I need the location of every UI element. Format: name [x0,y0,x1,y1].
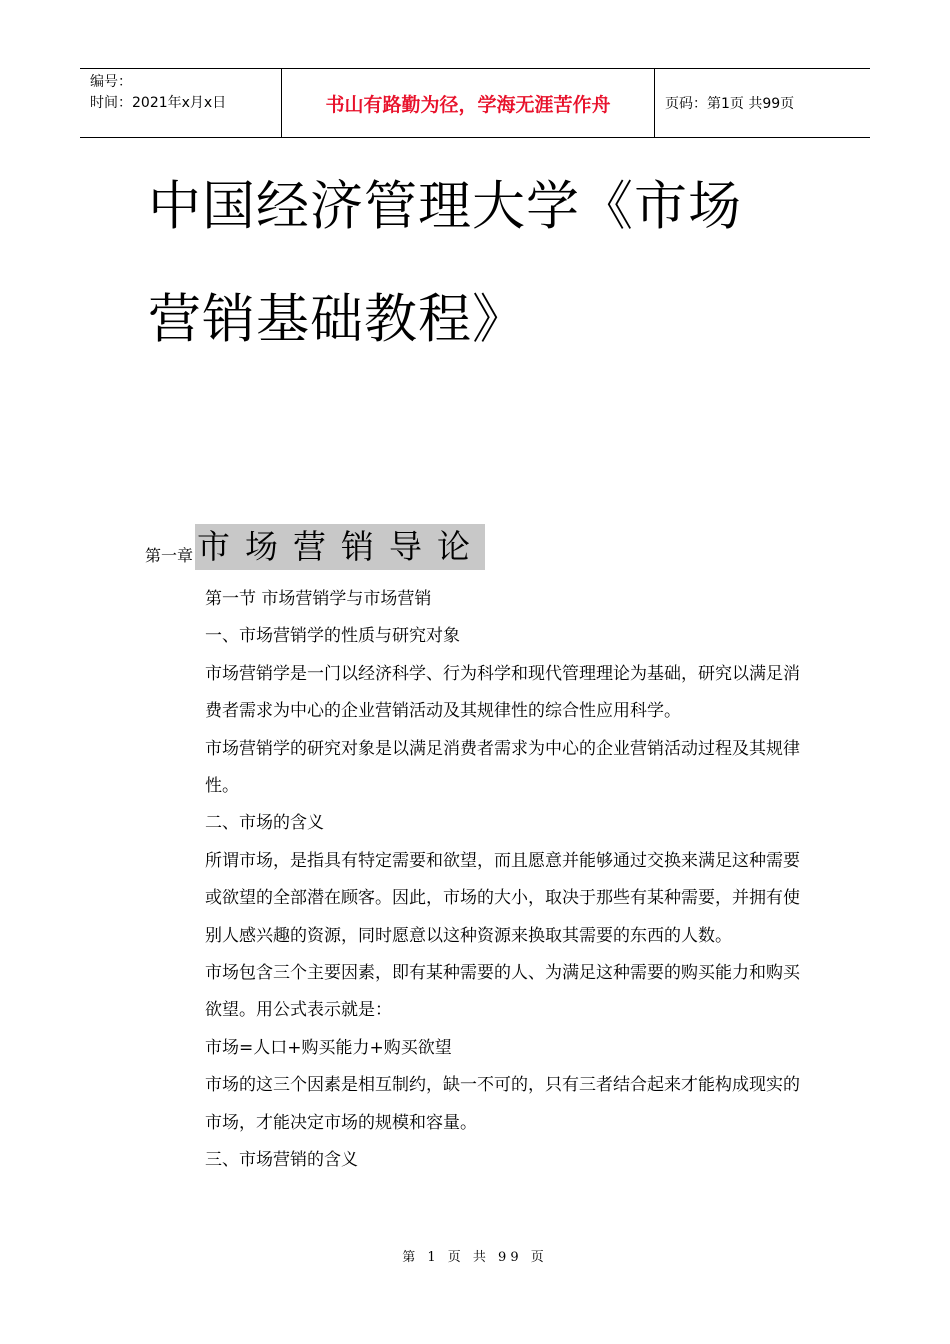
number-label: 编号： [90,74,132,90]
subsection-heading: 二、市场的含义 [205,813,324,834]
paragraph: 市场的这三个因素是相互制约，缺一不可的，只有三者结合起来才能构成现实的市场，才能决定市场的规模和容量。 [205,1075,800,1133]
subsection-heading: 三、市场营销的含义 [205,1150,358,1171]
chapter-name: 市场营销导论 [195,524,485,570]
paragraph: 市场营销学是一门以经济科学、行为科学和现代管理理论为基础，研究以满足消费者需求为中心的企业营销活动及其规律性的综合性应用科学。 [205,663,800,722]
subsection-heading: 一、市场营销学的性质与研究对象 [205,626,460,647]
document-title [148,150,848,376]
motto-cell [281,69,655,137]
paragraph: 市场营销学的研究对象是以满足消费者需求为中心的企业营销活动过程及其规律性。 [205,738,800,797]
chapter-heading [145,524,485,570]
title-line-2: 营销基础教程》 [148,289,526,350]
paragraph: 所谓市场，是指具有特定需要和欲望，而且愿意并能够通过交换来满足这种需要或欲望的全部潜在顾客。因此，市场的大小，取决于那些有某种需要，并拥有使别人感兴趣的资源，同时愿意以这种资源来换取其需要的东西的人数。 [205,850,800,946]
page-info-text: 页码：第1页 共99页 [665,96,795,112]
footer-page-number: 第 1 页 共 99 页 [402,1250,548,1265]
body-text [205,581,815,1180]
formula-line: 市场=人口+购买能力+购买欲望 [205,1037,452,1058]
header-table [80,68,870,138]
header-meta-cell [80,69,281,137]
chapter-number: 第一章 [145,546,194,565]
motto-text: 书山有路勤为径，学海无涯苦作舟 [325,93,611,116]
section-heading: 第一节 市场营销学与市场营销 [205,589,432,609]
page-footer [0,1246,950,1265]
title-line-1: 中国经济管理大学《市场 [148,176,742,237]
time-label: 时间：2021年x月x日 [90,95,227,111]
page-info-cell [655,69,870,137]
paragraph: 市场包含三个主要因素，即有某种需要的人、为满足这种需要的购买能力和购买欲望。用公式表示就是： [205,963,800,1021]
